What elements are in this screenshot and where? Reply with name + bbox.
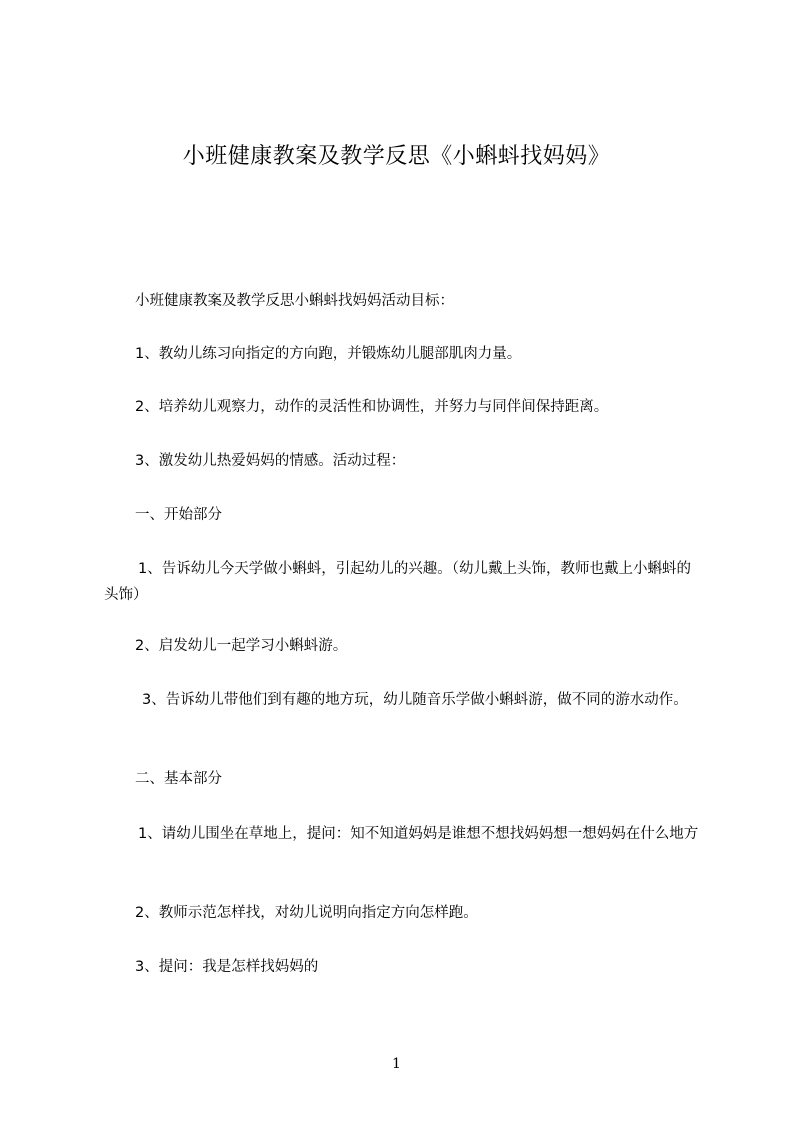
paragraph-objectives-heading: 小班健康教案及教学反思小蝌蚪找妈妈活动目标： xyxy=(135,293,454,309)
page-number: 1 xyxy=(392,1056,401,1072)
paragraph-start-step-3: 3、告诉幼儿带他们到有趣的地方玩，幼儿随音乐学做小蝌蚪游，做不同的游水动作。 xyxy=(142,692,688,708)
section-heading-start: 一、开始部分 xyxy=(135,507,222,523)
paragraph-main-step-2: 2、教师示范怎样找，对幼儿说明向指定方向怎样跑。 xyxy=(135,905,478,921)
paragraph-start-step-1: 1、告诉幼儿今天学做小蝌蚪，引起幼儿的兴趣。（幼儿戴上头饰，教师也戴上小蝌蚪的头饰） xyxy=(104,561,691,603)
paragraph-main-step-1: 1、请幼儿围坐在草地上，提问：知不知道妈妈是谁想不想找妈妈想一想妈妈在什么地方 xyxy=(138,826,699,842)
paragraph-start-step-2: 2、启发幼儿一起学习小蝌蚪游。 xyxy=(135,638,348,654)
paragraph-objective-2: 2、培养幼儿观察力，动作的灵活性和协调性，并努力与同伴间保持距离。 xyxy=(135,399,609,415)
section-heading-main: 二、基本部分 xyxy=(135,771,222,787)
document-title: 小班健康教案及教学反思《小蝌蚪找妈妈》 xyxy=(182,144,611,169)
paragraph-objective-3: 3、激发幼儿热爱妈妈的情感。活动过程： xyxy=(135,453,406,469)
paragraph-main-step-3: 3、提问：我是怎样找妈妈的 xyxy=(135,959,319,975)
paragraph-objective-1: 1、教幼儿练习向指定的方向跑，并锻炼幼儿腿部肌肉力量。 xyxy=(135,346,522,362)
